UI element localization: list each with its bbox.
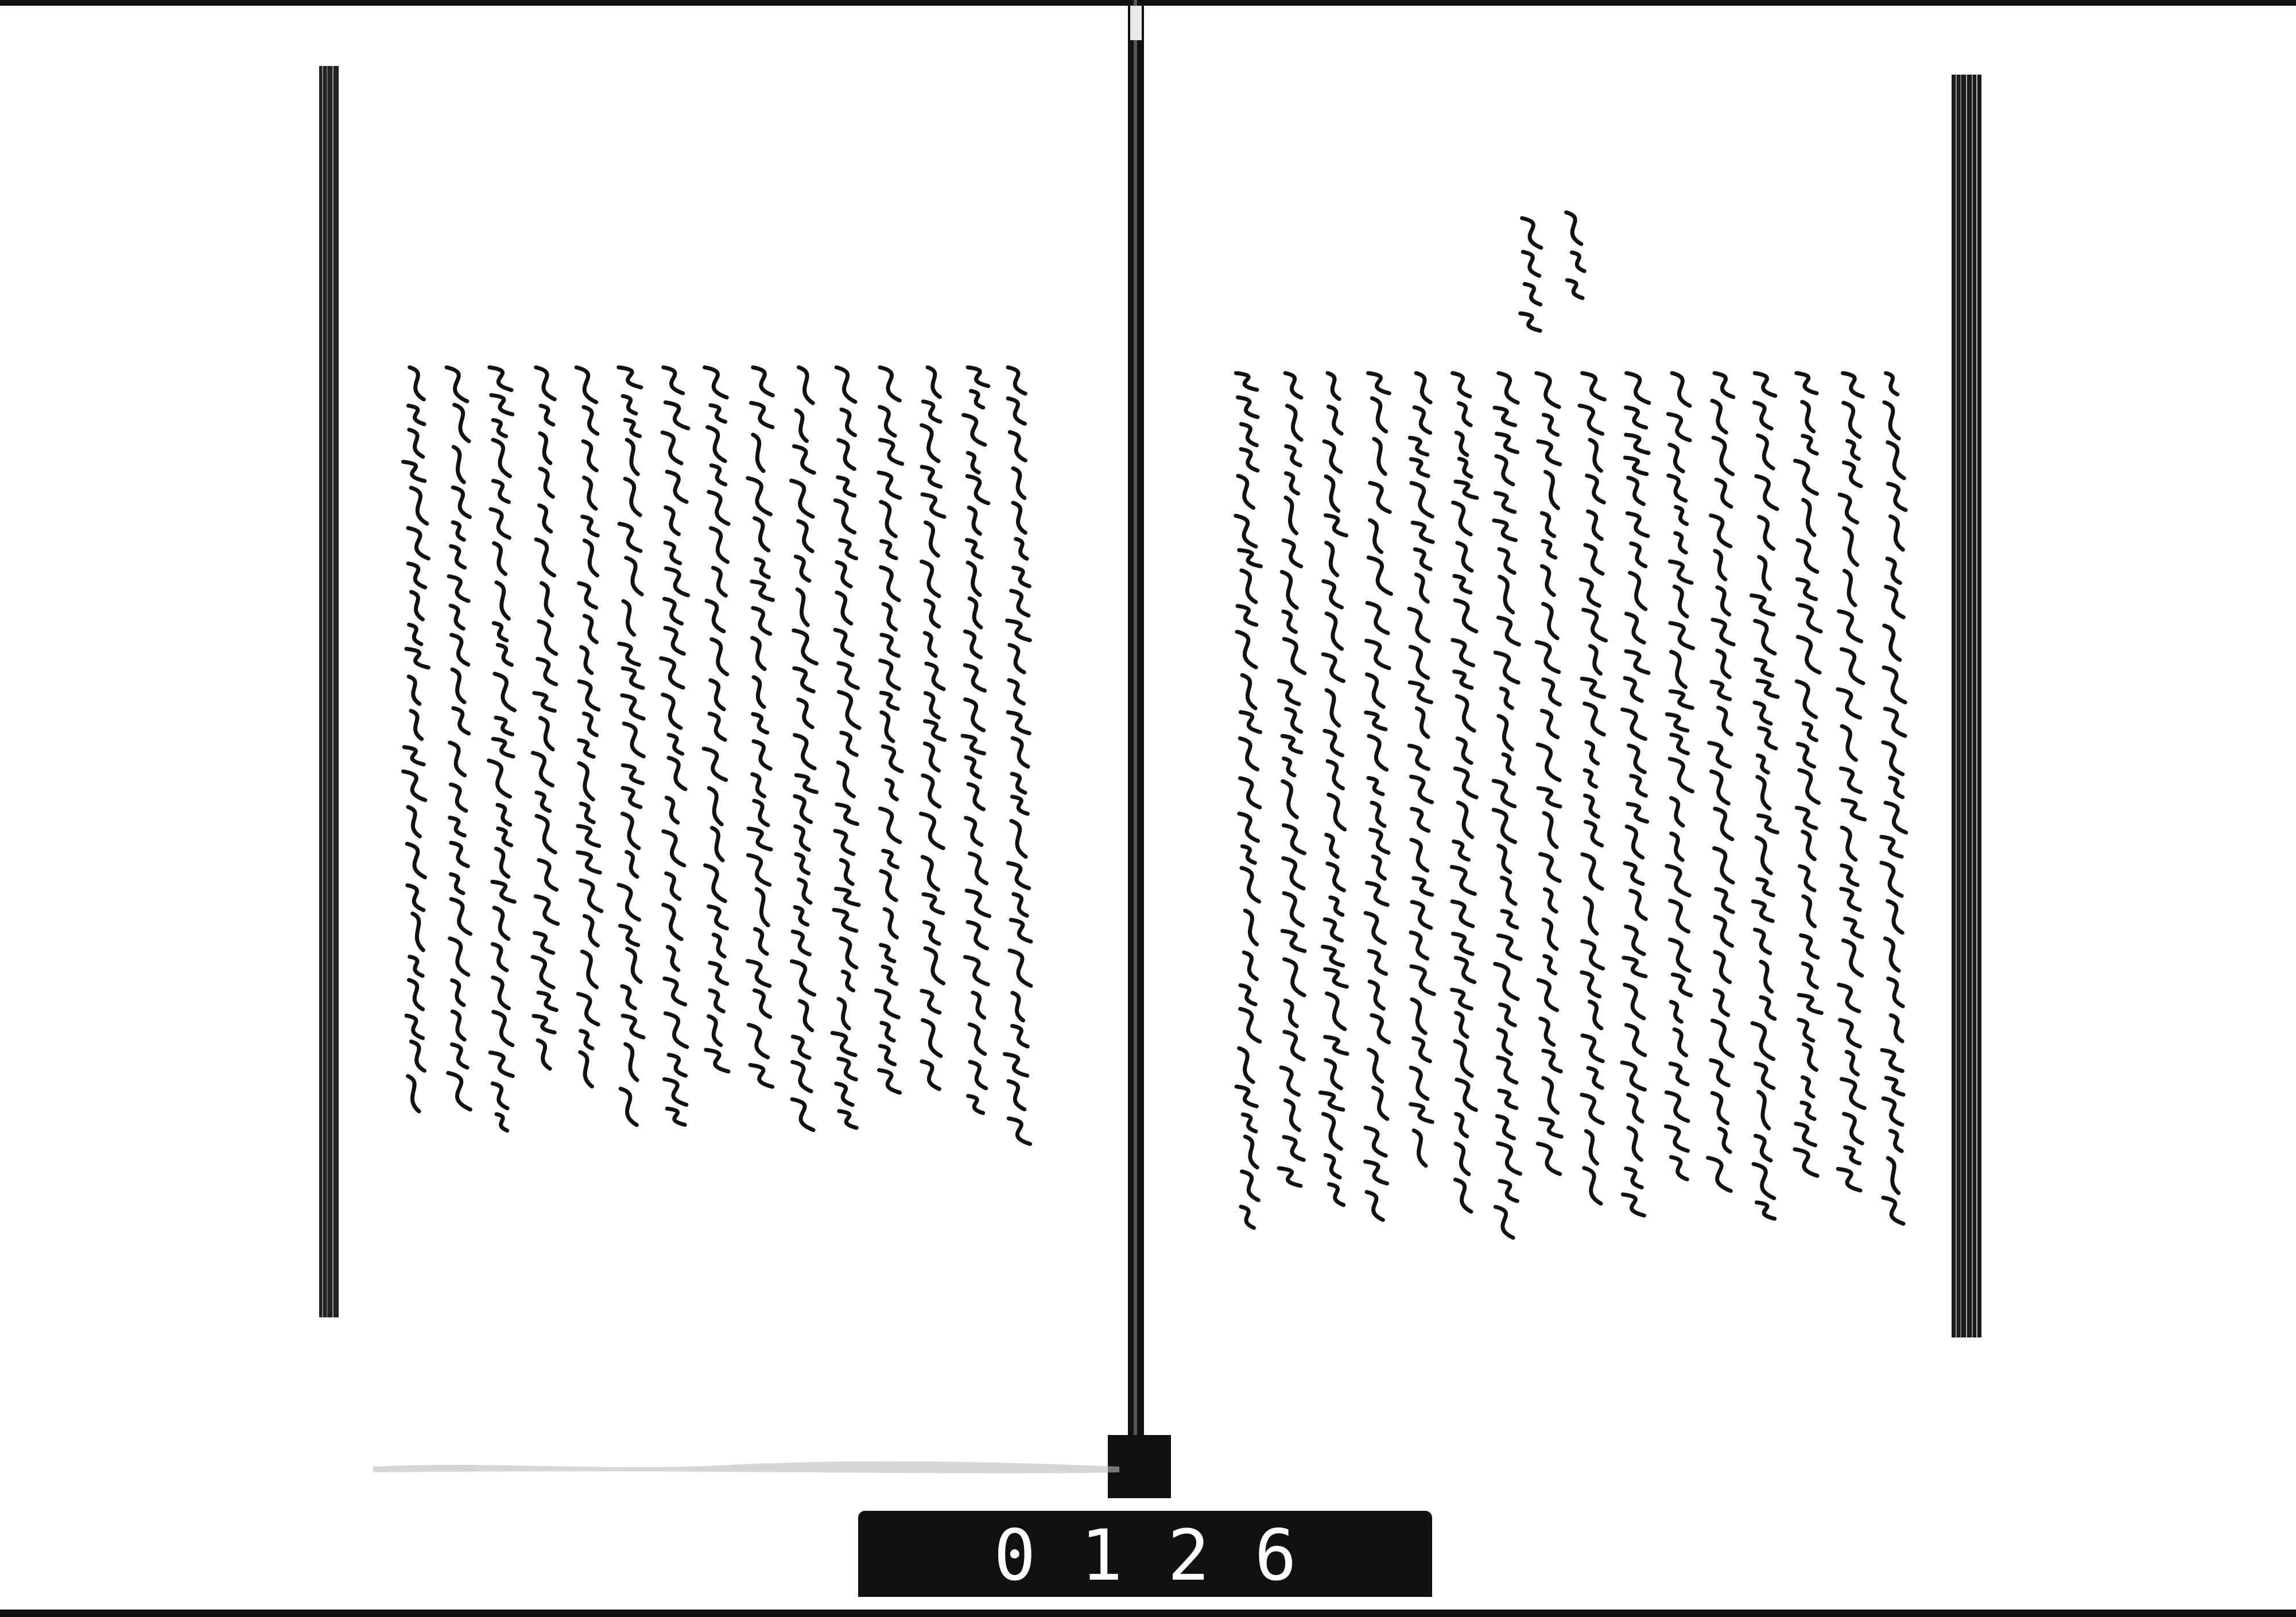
right-heading-script (1566, 212, 1585, 298)
left-script-column (489, 367, 515, 1131)
right-script-column (1320, 373, 1347, 1205)
right-script-column (1236, 373, 1261, 1228)
right-script-column (1622, 373, 1649, 1216)
left-script-column (921, 367, 944, 1089)
left-script-column (963, 367, 989, 1113)
right-script-column (1580, 373, 1606, 1204)
right-script-column (1666, 373, 1693, 1180)
left-script-column (748, 367, 773, 1087)
left-script-column (704, 367, 728, 1072)
right-heading-script (1521, 218, 1541, 331)
right-script-column (1452, 373, 1477, 1212)
left-script-column (1005, 367, 1031, 1144)
left-script-column (619, 367, 644, 1125)
right-script-column (1537, 373, 1562, 1174)
right-script-column (1882, 373, 1906, 1224)
right-script-column (1708, 373, 1734, 1191)
left-script-column (576, 367, 602, 1087)
left-script-column (792, 367, 817, 1130)
left-script-column (447, 367, 471, 1110)
left-script-column (832, 367, 859, 1128)
left-script-column (661, 367, 688, 1125)
page-number-banner (858, 1511, 1432, 1597)
left-script-column (876, 367, 902, 1093)
right-script-column (1279, 373, 1305, 1186)
right-script-column (1494, 373, 1521, 1238)
right-script-column (1409, 373, 1434, 1166)
right-script-column (1751, 373, 1777, 1219)
left-script-column (533, 367, 558, 1069)
scan-bottom-border (0, 1610, 2296, 1617)
right-script-column (1795, 373, 1821, 1176)
page-number: 0126 (994, 1515, 1341, 1596)
right-script-column (1366, 373, 1391, 1220)
right-script-column (1838, 373, 1865, 1191)
left-script-column (404, 367, 429, 1111)
